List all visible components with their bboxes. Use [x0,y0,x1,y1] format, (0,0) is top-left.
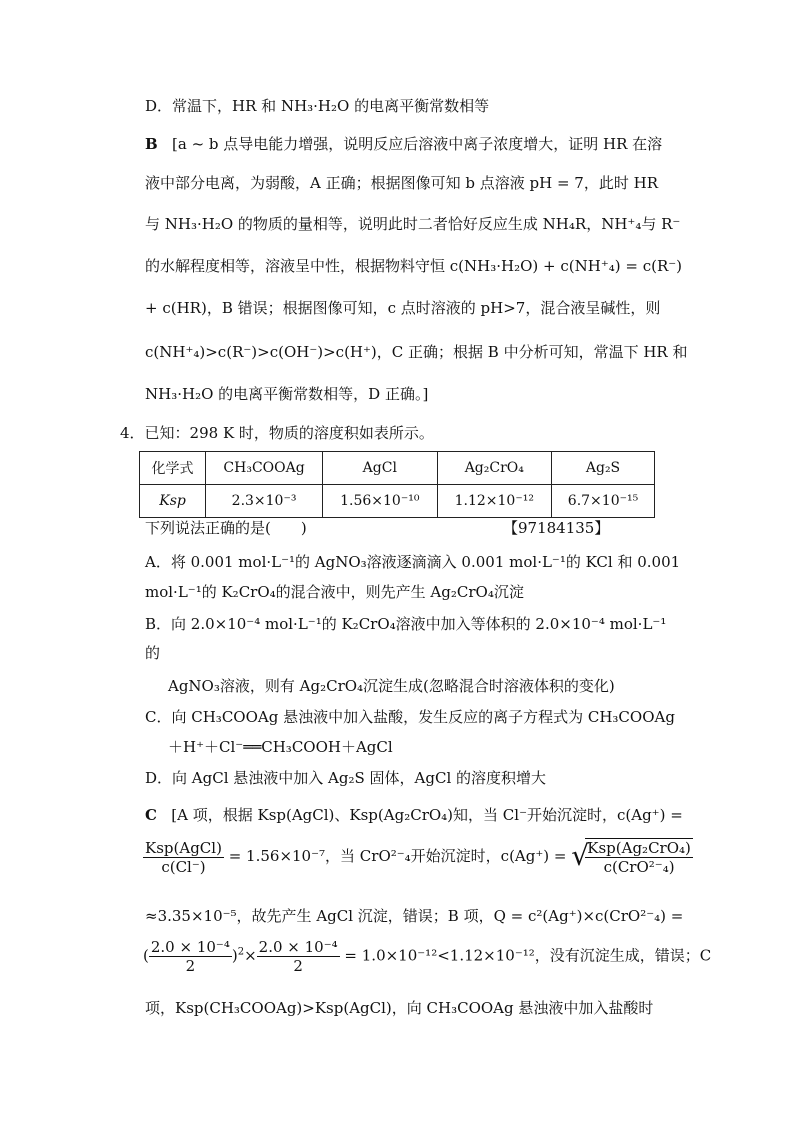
option-d-line-q4: D．向 AgCl 悬浊液中加入 Ag₂S 固体，AgCl 的溶度积增大 [145,769,547,787]
option-c-line-1: C．向 CH₃COOAg 悬浊液中加入盐酸，发生反应的离子方程式为 CH₃COOAg [145,708,675,726]
table-cell: Ksp [140,485,206,518]
question-code: 【97184135】 [503,519,610,537]
table-cell: 1.56×10⁻¹⁰ [323,485,437,518]
fraction-ksp-agcl: $\frac{\text{Ksp(AgCl)}}{c(Cl^-)}$ [145,838,222,876]
table-cell: 1.12×10⁻¹² [437,485,551,518]
answer-b-line-6: c(NH⁺₄)>c(R⁻)>c(OH⁻)>c(H⁺)，C 正确；根据 B 中分析可知，常温下 HR 和 [145,343,688,361]
option-d-line: D．常温下，HR 和 NH₃·H₂O 的电离平衡常数相等 [145,97,490,115]
fraction-concentration-2: $\frac{\text{2.0 × 10⁻⁴}}{2}$ [258,938,338,975]
answer-b-line-7: NH₃·H₂O 的电离平衡常数相等，D 正确。] [145,385,429,403]
table-cell: CH₃COOAg [206,452,323,485]
question-4-prompt: 下列说法正确的是( ) [145,519,307,537]
table-cell: 2.3×10⁻³ [206,485,323,518]
answer-letter-b: B [145,135,158,153]
table-cell: Ag₂S [552,452,655,485]
answer-b-line-3: 与 NH₃·H₂O 的物质的量相等，说明此时二者恰好反应生成 NH₄R，NH⁺₄与 R⁻ [145,215,681,233]
answer-c-line-2: $\frac{\text{Ksp(AgCl)}}{c(Cl^-)}$ = 1.56×10⁻⁷，当 CrO²⁻₄开始沉淀时，c(Ag⁺) = √ $\frac{\text{Ksp(Ag₂CrO₄)}}{\text{c(CrO²⁻₄)}}$ [145,838,691,876]
table-cell: Ag₂CrO₄ [437,452,551,485]
option-c-line-2: ＋H⁺＋Cl⁻══CH₃COOH＋AgCl [168,738,393,756]
answer-c-line-3: ≈3.35×10⁻⁵，故先产生 AgCl 沉淀，错误；B 项，Q = c²(Ag⁺)×c(CrO²⁻₄) = [145,907,684,925]
answer-b-line-2: 液中部分电离，为弱酸，A 正确；根据图像可知 b 点溶液 pH = 7，此时 HR [145,174,658,192]
option-b-line-3: AgNO₃溶液，则有 Ag₂CrO₄沉淀生成(忽略混合时溶液体积的变化) [168,677,615,695]
answer-b-line-1: B [a ~ b 点导电能力增强，说明反应后溶液中离子浓度增大，证明 HR 在溶 [145,135,663,153]
table-cell: AgCl [323,452,437,485]
table-row [140,485,655,518]
question-4-stem: 4．已知：298 K 时，物质的溶度积如表所示。 [120,424,434,442]
ksp-table [139,451,655,518]
option-b-line-2: 的 [145,644,161,662]
table-header-row [140,452,655,485]
option-a-line-1: A．将 0.001 mol·L⁻¹的 AgNO₃溶液逐滴滴入 0.001 mol·L⁻¹的 KCl 和 0.001 [145,553,681,571]
option-b-line-1: B．向 2.0×10⁻⁴ mol·L⁻¹的 K₂CrO₄溶液中加入等体积的 2.0×10⁻⁴ mol·L⁻¹ [145,615,667,633]
table-cell: 化学式 [140,452,206,485]
answer-c-line-4: ( $\frac{\text{2.0 × 10⁻⁴}}{2}$ )$^2$× $\frac{\text{2.0 × 10⁻⁴}}{2}$ = 1.0×10⁻¹²<1.12×10⁻¹²，没有沉淀生成，错误；C [143,938,712,975]
option-a-line-2: mol·L⁻¹的 K₂CrO₄的混合液中，则先产生 Ag₂CrO₄沉淀 [145,583,524,601]
table-cell: 6.7×10⁻¹⁵ [552,485,655,518]
answer-c-line-1: C [A 项，根据 Ksp(AgCl)、Ksp(Ag₂CrO₄)知，当 Cl⁻开始沉淀时，c(Ag⁺) = [145,806,683,824]
answer-letter-c: C [145,806,157,824]
answer-b-line-4: 的水解程度相等，溶液呈中性，根据物料守恒 c(NH₃·H₂O) + c(NH⁺₄) = c(R⁻) [145,257,683,275]
answer-c-line-5: 项，Ksp(CH₃COOAg)>Ksp(AgCl)，向 CH₃COOAg 悬浊液中加入盐酸时 [145,999,654,1017]
sqrt-expression: √ $\frac{\text{Ksp(Ag₂CrO₄)}}{\text{c(CrO²⁻₄)}}$ [571,839,691,876]
fraction-concentration-1: $\frac{\text{2.0 × 10⁻⁴}}{2}$ [150,938,230,975]
answer-b-line-5: + c(HR)，B 错误；根据图像可知，c 点时溶液的 pH>7，混合液呈碱性，则 [145,299,661,317]
